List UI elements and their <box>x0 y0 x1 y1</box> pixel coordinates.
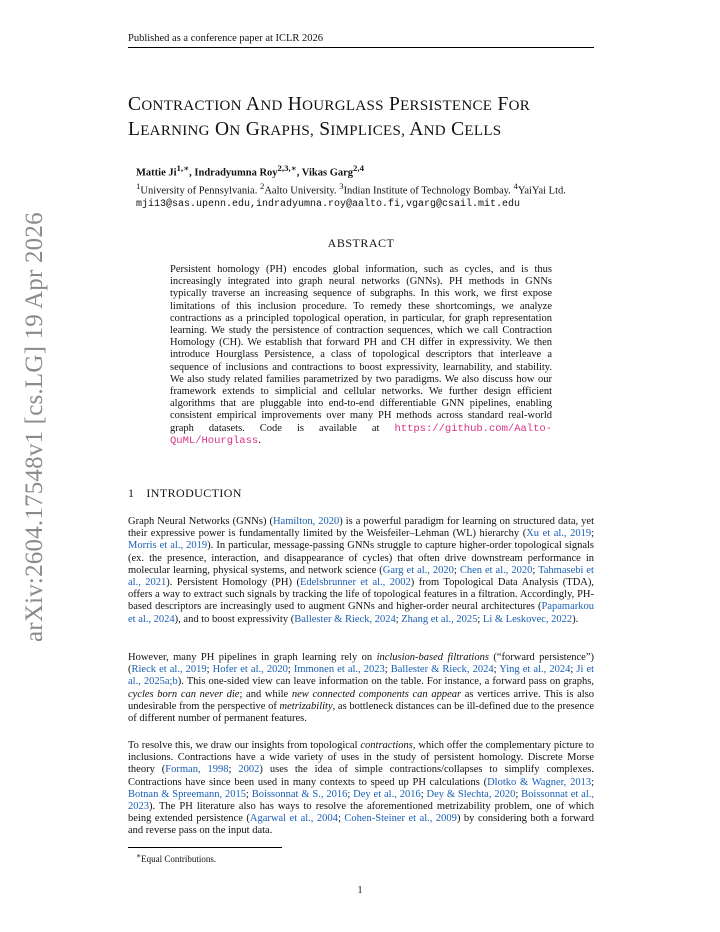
section-title: INTRODUCTION <box>146 486 242 500</box>
intro-paragraph-2 <box>128 652 594 725</box>
author-affiliation-mark: 2,3,∗ <box>277 163 297 173</box>
citation-link[interactable]: Zhang et al., 2025 <box>401 613 478 625</box>
citation-link[interactable]: Rieck et al., 2019 <box>131 664 207 676</box>
title-smallcaps: OR <box>508 98 531 114</box>
title-initial: O <box>215 119 230 140</box>
citation-link[interactable]: Boissonnat & S., 2016 <box>251 788 348 800</box>
affiliation: University of Pennsylvania. <box>140 185 258 196</box>
author-name: Vikas Garg <box>301 167 354 179</box>
paragraph-text: To resolve this, we draw our insights from topological <box>128 740 361 751</box>
author-affiliation-mark: 1,∗ <box>176 163 190 173</box>
title-smallcaps: OURGLASS <box>302 98 384 114</box>
paper-title-line1 <box>128 93 608 118</box>
author-affiliation-mark: 2,4 <box>353 163 364 173</box>
citation-link[interactable]: Cohen-Steiner et al., 2009 <box>344 813 457 825</box>
citation-link[interactable]: Tahmasebi et al., 2021 <box>128 564 594 589</box>
paragraph-text: ; <box>395 613 402 625</box>
paragraph-text: ; <box>493 664 500 676</box>
paragraph-text: ; <box>420 788 427 800</box>
paragraph-text: ) is a powerful paradigm for learning on structured data, yet their expressive power is fundamentally limited by the Weisfeiler–Lehman (WL) hierarchy ( <box>128 516 594 540</box>
paragraph-text: ; <box>477 613 483 625</box>
paper-title-line2 <box>128 118 608 143</box>
title-initial: H <box>287 94 303 115</box>
citation-link[interactable]: Ballester & Rieck, 2024 <box>390 664 494 676</box>
paragraph-text: ; and while <box>239 688 292 700</box>
title-initial: A <box>245 94 261 115</box>
paragraph-text: ) uses the idea of simple contractions/collapses to simplify complexes. Contractions have since been used in many contexts to speed up PH calculations ( <box>128 764 595 788</box>
affiliation: YaiYai Ltd. <box>517 185 566 196</box>
footnote <box>136 851 216 864</box>
paragraph-text: ; <box>532 564 539 576</box>
citation-link[interactable]: Dey & Slechta, 2020 <box>426 788 516 800</box>
title-initial: G <box>245 119 261 140</box>
title-smallcaps: IMPLICES, <box>330 123 406 139</box>
abstract-heading <box>128 236 594 251</box>
citation-link[interactable]: Edelsbrunner et al., 2002 <box>299 577 411 589</box>
title-smallcaps: ERSISTENCE <box>400 98 493 114</box>
running-header: Published as a conference paper at ICLR 2026 <box>128 33 594 48</box>
affiliation: Indian Institute of Technology Bombay. <box>343 185 511 196</box>
affiliation-mark: 2 <box>259 180 265 191</box>
title-initial: S <box>319 119 331 140</box>
citation-link[interactable]: Forman, 1998 <box>165 764 229 776</box>
emphasis-text: metrizability <box>279 700 333 712</box>
citation-link[interactable]: Dlotko & Wagner, 2013 <box>487 776 592 788</box>
title-smallcaps: N <box>229 123 241 139</box>
citation-link[interactable]: Garg et al., 2020 <box>382 564 454 576</box>
citation-link[interactable]: Botnan & Spreemann, 2015 <box>128 788 246 800</box>
footnote-text: Equal Contributions. <box>141 854 217 864</box>
title-initial: L <box>128 119 141 140</box>
code-link[interactable]: https://github.com/Aalto-QuML/Hourglass <box>170 422 552 447</box>
paragraph-text: However, many PH pipelines in graph learning rely on <box>128 652 377 663</box>
citation-link[interactable]: Hamilton, 2020 <box>272 516 340 527</box>
citation-link[interactable]: Chen et al., 2020 <box>459 564 533 576</box>
title-smallcaps: EARNING <box>140 123 210 139</box>
paragraph-text: ) by considering both a forward and reverse pass on the input data. <box>128 813 594 837</box>
abstract-body <box>170 264 552 447</box>
title-initial: A <box>409 119 424 140</box>
emphasis-text: contractions <box>360 740 413 751</box>
arxiv-identifier-text: arXiv:2604.17548v1 [cs.LG] 19 Apr 2026 <box>21 212 48 642</box>
paragraph-text: ; <box>246 788 252 800</box>
citation-link[interactable]: Li & Leskovec, 2022 <box>482 613 573 625</box>
paragraph-text: as vertices arrive. This is also undesirable from the perspective of <box>128 688 595 712</box>
citation-link[interactable]: Ying et al., 2024 <box>499 664 571 676</box>
paragraph-text: ). In particular, message-passing GNNs struggle to capture higher-order topological signals (ex. the presence, interaction, and disappearance of cycles) that often drive downstream performance in molecular learning, physical systems, and network science ( <box>128 540 594 576</box>
citation-link[interactable]: Papamarkou et al., 2024 <box>128 601 594 625</box>
intro-paragraph-1 <box>128 516 594 626</box>
title-initial: C <box>128 94 142 115</box>
paragraph-text: ; <box>453 564 460 576</box>
author-name: Mattie Ji <box>136 167 177 179</box>
citation-link[interactable]: Morris et al., 2019 <box>128 540 208 552</box>
abstract-end: . <box>258 434 261 446</box>
title-initial: C <box>451 119 465 140</box>
paragraph-text: ; <box>384 664 391 676</box>
paragraph-text: ; <box>337 813 345 825</box>
section-heading-introduction <box>128 486 242 501</box>
affiliation: Aalto University. <box>264 185 337 196</box>
author-names: Mattie $Ji^{1,∗}$, Indradyumna Roy$^{2,3,∗}$, Vikas Garg$^{2,4}$ <box>136 163 364 179</box>
citation-link[interactable]: Dey et al., 2016 <box>353 788 421 800</box>
title-smallcaps: ND <box>423 123 446 139</box>
paragraph-text: ; <box>591 528 594 540</box>
footnote-mark: ∗ <box>136 851 142 860</box>
abstract-heading-text: ABSTRACT <box>327 236 395 250</box>
paper-title <box>128 93 608 143</box>
paragraph-text: ) from Topological Data Analysis (TDA), offers a way to extract such signals by tracking the life of topological features in a filtration. Accordingly, PH-based descriptors are increasingly used to augment GNNs and higher-order neural architectures ( <box>128 577 594 613</box>
intro-paragraph-3 <box>128 740 594 838</box>
paragraph-text: ). Persistent Homology (PH) ( <box>166 577 300 589</box>
emphasis-text: new connected components can appear <box>291 688 462 700</box>
paragraph-text: ; <box>287 664 294 676</box>
author-affiliations <box>136 180 606 198</box>
citation-link[interactable]: Xu et al., 2019 <box>526 528 592 540</box>
title-smallcaps: ND <box>260 98 283 114</box>
title-smallcaps: ONTRACTION <box>141 98 242 114</box>
paragraph-text: , as bottleneck distances can be ill-defined due to the presence of different number of permanent features. <box>128 700 594 725</box>
affiliation-mark: 4 <box>513 180 518 191</box>
page-number: 1 <box>357 885 363 896</box>
paragraph-text: ; <box>515 788 522 800</box>
paragraph-text: ). This one-sided view can leave information on the table. For instance, a forward pass on graphs, <box>177 676 595 688</box>
paragraph-text: ; <box>206 664 213 676</box>
author-emails: mji13@sas.upenn.edu,indradyumna.roy@aalto.fi,vgarg@csail.mit.edu <box>136 199 521 210</box>
paragraph-text: (“forward persistence”) ( <box>128 652 594 676</box>
footnote-rule <box>128 847 282 848</box>
paragraph-text: ; <box>591 776 594 788</box>
arxiv-identifier <box>21 212 48 643</box>
paragraph-text: ; <box>228 764 239 776</box>
author-name: Indradyumna Roy <box>194 167 278 179</box>
title-initial: F <box>497 94 509 115</box>
section-number: 1 <box>128 486 135 500</box>
affiliation-mark: 3 <box>339 180 344 191</box>
abstract-text: Persistent homology (PH) encodes global information, such as cycles, and is thus increasingly integrated into graph neural networks (GNNs). PH methods in GNNs typically traverse an increasing sequence of subgraphs. In this work, we first expose limitations of this inclusion procedure. To remedy these shortcomings, we analyze contractions as a principled topological operation, in particular, for graph representation learning. We study the persistence of contraction sequences, which we call Contraction Homology (CH). We establish that forward PH and CH differ in expressivity. We then introduce Hourglass Persistence, a class of topological descriptors that interleave a sequence of inclusions and contractions to boost expressivity, learnability, and stability. We also study related families parametrized by two paradigms. We also discuss how our framework extends to simplicial and cellular networks. We further design efficient algorithms that are pluggable into end-to-end differentiable GNN pipelines, enabling consistent empirical improvements over many PH methods across standard real-world graph datasets. Code is available at <box>170 264 552 434</box>
title-initial: P <box>388 94 401 115</box>
author-block <box>136 162 606 211</box>
citation-link[interactable]: Immonen et al., 2023 <box>293 664 385 676</box>
citation-link[interactable]: Ji et al., 2025a;b <box>128 664 595 688</box>
citation-link[interactable]: Ballester & Rieck, 2024 <box>294 613 396 625</box>
citation-link[interactable]: 2002 <box>238 764 260 776</box>
citation-link[interactable]: Boissonnat et al., 2023 <box>128 788 594 813</box>
paragraph-text: , which offer the complementary picture to inclusions. Contractions have a wide variety of uses in the study of persistent homology. Discrete Morse theory ( <box>128 740 594 776</box>
paragraph-text: ). <box>572 613 579 625</box>
paragraph-text: ; <box>570 664 577 676</box>
emphasis-text: cycles born can never die <box>128 688 240 700</box>
paragraph-text: ), and to boost expressivity ( <box>174 613 295 625</box>
affiliation-mark: 1 <box>136 180 141 191</box>
title-smallcaps: RAPHS, <box>260 123 315 139</box>
paragraph-text: ; <box>347 788 354 800</box>
emphasis-text: inclusion-based filtrations <box>376 652 489 663</box>
paragraph-text: ). The PH literature also has ways to resolve the aforementioned metrizability problem, one of which being extended persistence ( <box>128 801 594 825</box>
citation-link[interactable]: Agarwal et al., 2004 <box>249 813 338 825</box>
citation-link[interactable]: Hofer et al., 2020 <box>212 664 288 676</box>
paragraph-text: Graph Neural Networks (GNNs) ( <box>128 516 273 527</box>
title-smallcaps: ELLS <box>464 123 502 139</box>
